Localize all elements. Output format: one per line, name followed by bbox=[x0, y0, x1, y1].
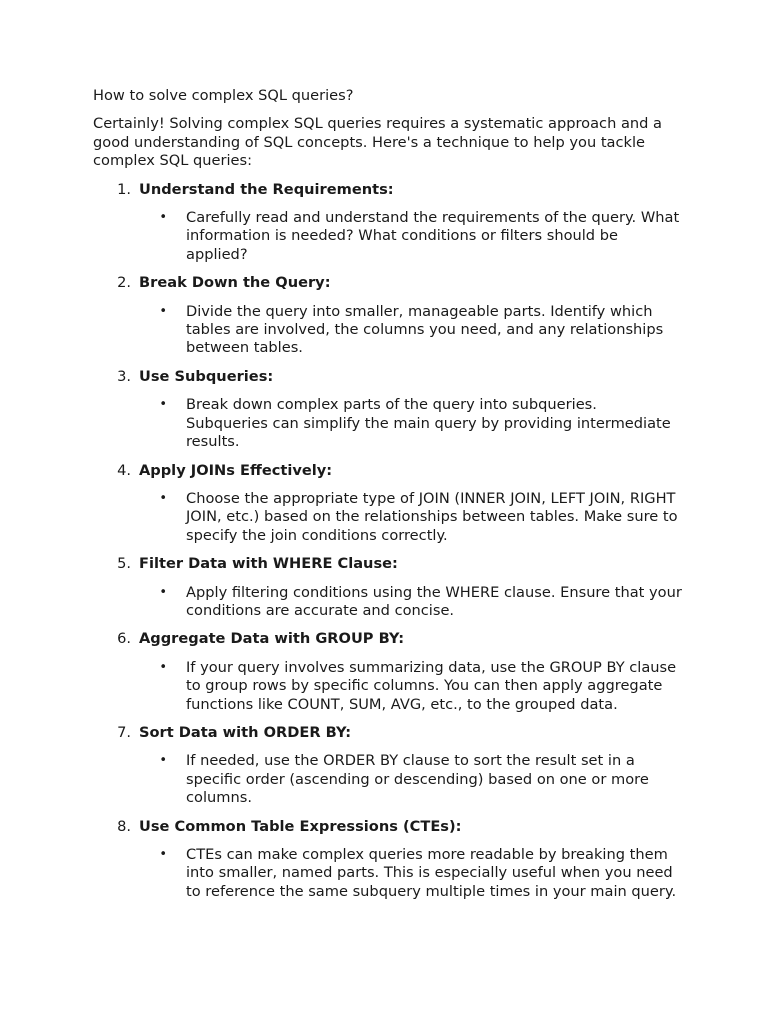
bullet-icon: • bbox=[159, 584, 167, 600]
bullet-text: Apply filtering conditions using the WHERE clause. Ensure that your conditions are accurate and concise. bbox=[186, 583, 682, 619]
step-number: 2. bbox=[117, 274, 131, 292]
step-item bbox=[93, 368, 683, 452]
bullet-icon: • bbox=[159, 659, 167, 675]
list-item bbox=[93, 584, 683, 621]
step-item bbox=[93, 630, 683, 714]
step-title: Understand the Requirements: bbox=[139, 180, 394, 198]
intro-paragraph: Certainly! Solving complex SQL queries requires a systematic approach and a good understanding of SQL concepts. Here's a technique to help you tackle complex SQL queries: bbox=[93, 115, 662, 170]
list-item bbox=[93, 396, 683, 451]
bullet-icon: • bbox=[159, 490, 167, 506]
step-number: 8. bbox=[117, 817, 131, 835]
bullet-icon: • bbox=[159, 397, 167, 413]
list-item bbox=[93, 752, 683, 807]
step-number: 1. bbox=[117, 180, 131, 198]
list-item bbox=[93, 303, 683, 358]
bullet-text: If your query involves summarizing data, use the GROUP BY clause to group rows by specific columns. You can then apply aggregate functions like COUNT, SUM, AVG, etc., to the grouped data. bbox=[186, 658, 677, 713]
bullet-text: Divide the query into smaller, manageable parts. Identify which tables are involved, the columns you need, and any relationships between tables. bbox=[186, 302, 664, 357]
step-title: Use Common Table Expressions (CTEs): bbox=[139, 817, 462, 835]
bullet-list bbox=[93, 490, 683, 545]
list-item bbox=[93, 209, 683, 264]
step-heading bbox=[93, 274, 683, 292]
step-title: Apply JOINs Effectively: bbox=[139, 461, 333, 479]
document-page bbox=[93, 87, 683, 911]
steps-list bbox=[93, 181, 683, 902]
step-title: Sort Data with ORDER BY: bbox=[139, 723, 352, 741]
step-title: Break Down the Query: bbox=[139, 274, 331, 292]
step-heading bbox=[93, 724, 683, 742]
list-item bbox=[93, 659, 683, 714]
step-item bbox=[93, 555, 683, 620]
step-heading bbox=[93, 368, 683, 386]
question-text: How to solve complex SQL queries? bbox=[93, 87, 354, 104]
bullet-text: Carefully read and understand the requirements of the query. What information is needed? What conditions or filters should be applied? bbox=[186, 209, 680, 263]
bullet-text: If needed, use the ORDER BY clause to sort the result set in a specific order (ascending or descending) based on one or more columns. bbox=[186, 752, 649, 807]
bullet-list bbox=[93, 659, 683, 714]
bullet-list bbox=[93, 396, 683, 451]
bullet-list bbox=[93, 846, 683, 901]
step-heading bbox=[93, 555, 683, 573]
step-heading bbox=[93, 181, 683, 199]
step-item bbox=[93, 724, 683, 808]
bullet-list bbox=[93, 752, 683, 807]
step-number: 4. bbox=[117, 461, 131, 479]
list-item bbox=[93, 846, 683, 901]
step-item bbox=[93, 462, 683, 546]
step-title: Aggregate Data with GROUP BY: bbox=[139, 630, 405, 648]
bullet-text: Choose the appropriate type of JOIN (INNER JOIN, LEFT JOIN, RIGHT JOIN, etc.) based on the relationships between tables. Make sure to specify the join conditions correctly. bbox=[186, 489, 678, 544]
step-number: 5. bbox=[117, 555, 131, 573]
step-item bbox=[93, 181, 683, 265]
step-number: 3. bbox=[117, 367, 131, 385]
list-item bbox=[93, 490, 683, 545]
step-heading bbox=[93, 630, 683, 648]
bullet-text: Break down complex parts of the query into subqueries. Subqueries can simplify the main query by providing intermediate results. bbox=[186, 396, 671, 451]
bullet-icon: • bbox=[159, 753, 167, 769]
bullet-list bbox=[93, 303, 683, 358]
bullet-icon: • bbox=[159, 210, 167, 226]
step-title: Use Subqueries: bbox=[139, 367, 274, 385]
step-heading bbox=[93, 462, 683, 480]
bullet-list bbox=[93, 209, 683, 264]
step-title: Filter Data with WHERE Clause: bbox=[139, 555, 398, 573]
step-item bbox=[93, 818, 683, 902]
bullet-list bbox=[93, 584, 683, 621]
step-number: 6. bbox=[117, 630, 131, 648]
bullet-text: CTEs can make complex queries more readable by breaking them into smaller, named parts. This is especially useful when you need to reference the same subquery multiple times in your main query. bbox=[186, 846, 677, 900]
bullet-icon: • bbox=[159, 847, 167, 862]
step-heading bbox=[93, 818, 683, 836]
step-item bbox=[93, 274, 683, 358]
step-number: 7. bbox=[117, 723, 131, 741]
bullet-icon: • bbox=[159, 303, 167, 319]
